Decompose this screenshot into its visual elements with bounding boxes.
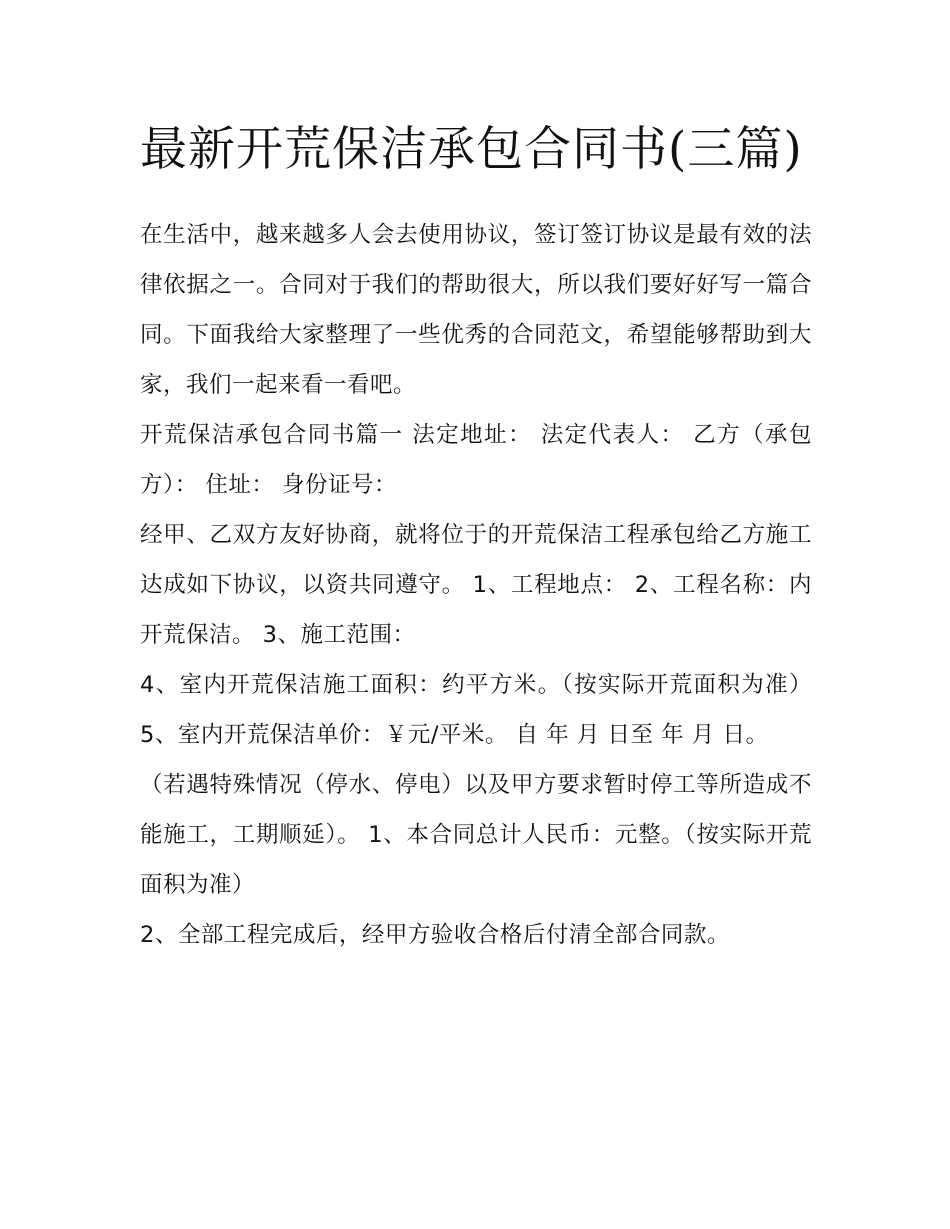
paragraph-parties: 开荒保洁承包合同书篇一 法定地址： 法定代表人： 乙方（承包方）： 住址： 身份证号： [140, 422, 812, 498]
paragraph-intro: 在生活中，越来越多人会去使用协议，签订签订协议是最有效的法律依据之一。合同对于我们的帮助很大，所以我们要好好写一篇合同。下面我给大家整理了一些优秀的合同范文，希望能够帮助到大家，我们一起来看一看吧。 [140, 222, 812, 398]
paragraph-delay-total: （若遇特殊情况（停水、停电）以及甲方要求暂时停工等所造成不能施工，工期顺延）。 1、本合同总计人民币：元整。（按实际开荒面积为准） [140, 772, 812, 898]
paragraph-agreement: 经甲、乙双方友好协商，就将位于的开荒保洁工程承包给乙方施工达成如下协议，以资共同遵守。 1、工程地点： 2、工程名称：内开荒保洁。 3、施工范围： [140, 522, 812, 648]
document-page [140, 112, 812, 960]
paragraph-payment: 2、全部工程完成后，经甲方验收合格后付清全部合同款。 [140, 922, 730, 948]
paragraph-area-price: 4、室内开荒保洁施工面积：约平方米。（按实际开荒面积为准） 5、室内开荒保洁单价：￥元/平米。 自 年 月 日至 年 月 日。 [140, 672, 812, 748]
document-title: 最新开荒保洁承包合同书(三篇) [140, 122, 803, 177]
